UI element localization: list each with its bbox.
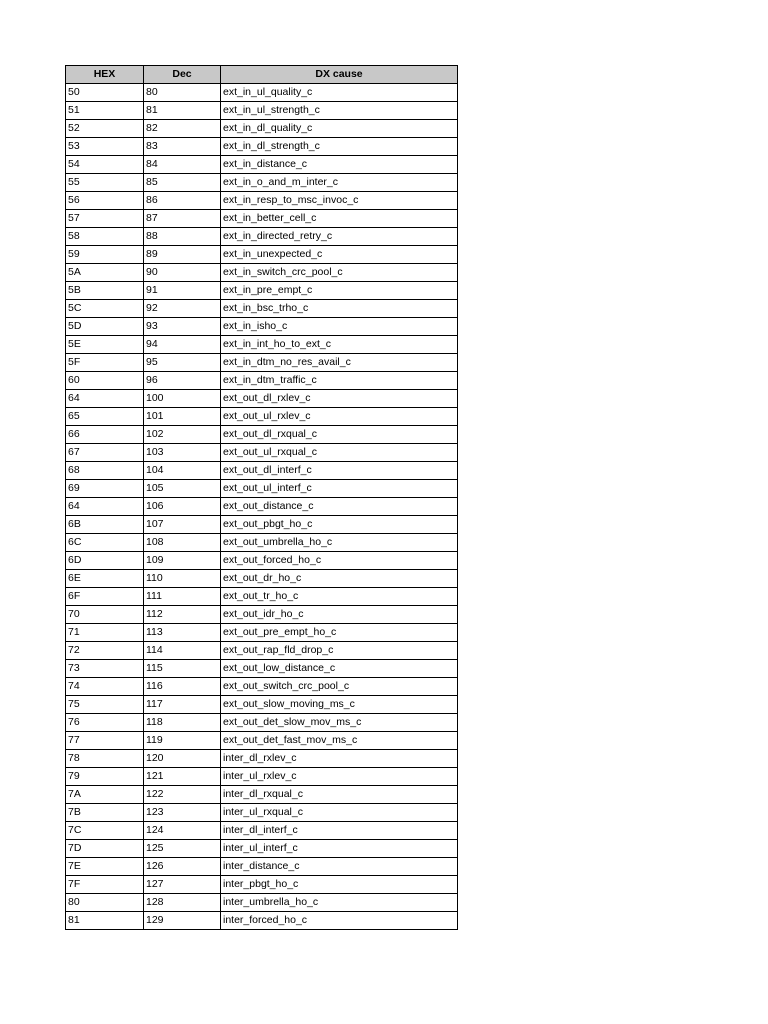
dx-cause-cell: ext_out_idr_ho_c [221, 606, 458, 624]
hex-cell: 70 [66, 606, 144, 624]
table-row [66, 174, 458, 192]
hex-cell: 76 [66, 714, 144, 732]
dx-cause-cell: ext_in_better_cell_c [221, 210, 458, 228]
dec-cell: 123 [144, 804, 221, 822]
dec-cell: 104 [144, 462, 221, 480]
hex-cell: 67 [66, 444, 144, 462]
hex-cell: 64 [66, 390, 144, 408]
hex-cell: 5A [66, 264, 144, 282]
dx-cause-cell: ext_out_slow_moving_ms_c [221, 696, 458, 714]
dx-cause-cell: ext_out_ul_rxlev_c [221, 408, 458, 426]
dx-cause-cell: ext_out_distance_c [221, 498, 458, 516]
dec-cell: 113 [144, 624, 221, 642]
dx-cause-cell: ext_out_forced_ho_c [221, 552, 458, 570]
hex-cell: 5B [66, 282, 144, 300]
table-row [66, 912, 458, 930]
dx-cause-cell: ext_in_ul_quality_c [221, 84, 458, 102]
dx-cause-cell: ext_out_tr_ho_c [221, 588, 458, 606]
hex-cell: 56 [66, 192, 144, 210]
hex-cell: 7F [66, 876, 144, 894]
dec-cell: 109 [144, 552, 221, 570]
dx-cause-cell: inter_dl_rxlev_c [221, 750, 458, 768]
dec-cell: 126 [144, 858, 221, 876]
dec-cell: 92 [144, 300, 221, 318]
table-row [66, 84, 458, 102]
hex-cell: 58 [66, 228, 144, 246]
table-row [66, 696, 458, 714]
table-row [66, 264, 458, 282]
dx-cause-cell: inter_forced_ho_c [221, 912, 458, 930]
dx-cause-cell: ext_in_isho_c [221, 318, 458, 336]
hex-cell: 71 [66, 624, 144, 642]
dec-cell: 129 [144, 912, 221, 930]
hex-cell: 77 [66, 732, 144, 750]
hex-cell: 81 [66, 912, 144, 930]
hex-cell: 78 [66, 750, 144, 768]
dx-cause-cell: ext_out_det_slow_mov_ms_c [221, 714, 458, 732]
dec-cell: 120 [144, 750, 221, 768]
dx-cause-cell: ext_in_dtm_traffic_c [221, 372, 458, 390]
dec-cell: 106 [144, 498, 221, 516]
table-row [66, 480, 458, 498]
hex-cell: 68 [66, 462, 144, 480]
table-row [66, 408, 458, 426]
table-row [66, 804, 458, 822]
dx-cause-cell: inter_ul_rxlev_c [221, 768, 458, 786]
table-row [66, 156, 458, 174]
hex-cell: 53 [66, 138, 144, 156]
hex-cell: 6C [66, 534, 144, 552]
table-body [66, 84, 458, 930]
table-row [66, 642, 458, 660]
dec-cell: 127 [144, 876, 221, 894]
hex-cell: 69 [66, 480, 144, 498]
table-row [66, 192, 458, 210]
dec-cell: 96 [144, 372, 221, 390]
table-row [66, 660, 458, 678]
table-row [66, 876, 458, 894]
hex-cell: 7A [66, 786, 144, 804]
dec-cell: 112 [144, 606, 221, 624]
dec-cell: 86 [144, 192, 221, 210]
dec-cell: 89 [144, 246, 221, 264]
table-row [66, 858, 458, 876]
dx-cause-cell: ext_in_dtm_no_res_avail_c [221, 354, 458, 372]
dx-cause-cell: ext_out_dl_interf_c [221, 462, 458, 480]
dx-cause-cell: ext_in_switch_crc_pool_c [221, 264, 458, 282]
dx-cause-cell: ext_out_rap_fld_drop_c [221, 642, 458, 660]
dx-cause-cell: ext_in_int_ho_to_ext_c [221, 336, 458, 354]
hex-cell: 59 [66, 246, 144, 264]
hex-cell: 73 [66, 660, 144, 678]
hex-cell: 5D [66, 318, 144, 336]
dec-cell: 118 [144, 714, 221, 732]
dec-cell: 88 [144, 228, 221, 246]
table-row [66, 588, 458, 606]
table-row [66, 606, 458, 624]
dec-cell: 124 [144, 822, 221, 840]
header-dx-cause: DX cause [221, 66, 458, 84]
dx-cause-cell: inter_dl_interf_c [221, 822, 458, 840]
table-row [66, 822, 458, 840]
table-row [66, 516, 458, 534]
dx-cause-cell: ext_out_low_distance_c [221, 660, 458, 678]
dx-cause-cell: ext_in_dl_strength_c [221, 138, 458, 156]
table-row [66, 282, 458, 300]
dec-cell: 119 [144, 732, 221, 750]
dx-cause-cell: ext_out_ul_rxqual_c [221, 444, 458, 462]
dx-cause-cell: inter_umbrella_ho_c [221, 894, 458, 912]
table-row [66, 678, 458, 696]
table-row [66, 354, 458, 372]
hex-cell: 6D [66, 552, 144, 570]
dec-cell: 91 [144, 282, 221, 300]
hex-cell: 64 [66, 498, 144, 516]
dec-cell: 87 [144, 210, 221, 228]
dec-cell: 111 [144, 588, 221, 606]
table-row [66, 444, 458, 462]
dx-cause-cell: ext_in_pre_empt_c [221, 282, 458, 300]
header-row [66, 66, 458, 84]
hex-cell: 5C [66, 300, 144, 318]
table-row [66, 732, 458, 750]
dx-cause-cell: ext_in_dl_quality_c [221, 120, 458, 138]
dx-cause-cell: ext_out_switch_crc_pool_c [221, 678, 458, 696]
header-hex: HEX [66, 66, 144, 84]
hex-cell: 55 [66, 174, 144, 192]
hex-cell: 57 [66, 210, 144, 228]
table-row [66, 534, 458, 552]
table-row [66, 714, 458, 732]
table-row [66, 570, 458, 588]
table-row [66, 120, 458, 138]
table-row [66, 894, 458, 912]
dx-cause-cell: ext_in_ul_strength_c [221, 102, 458, 120]
hex-cell: 6E [66, 570, 144, 588]
dec-cell: 103 [144, 444, 221, 462]
table-row [66, 552, 458, 570]
dx-cause-cell: inter_dl_rxqual_c [221, 786, 458, 804]
table-row [66, 768, 458, 786]
dec-cell: 107 [144, 516, 221, 534]
table-row [66, 624, 458, 642]
dx-cause-cell: ext_out_pbgt_ho_c [221, 516, 458, 534]
dx-cause-cell: ext_out_umbrella_ho_c [221, 534, 458, 552]
hex-cell: 74 [66, 678, 144, 696]
dec-cell: 102 [144, 426, 221, 444]
table-row [66, 462, 458, 480]
hex-cell: 6F [66, 588, 144, 606]
dx-cause-cell: ext_out_pre_empt_ho_c [221, 624, 458, 642]
dec-cell: 81 [144, 102, 221, 120]
dec-cell: 100 [144, 390, 221, 408]
dx-cause-cell: ext_out_dl_rxlev_c [221, 390, 458, 408]
table-row [66, 390, 458, 408]
dec-cell: 122 [144, 786, 221, 804]
dec-cell: 93 [144, 318, 221, 336]
dx-cause-cell: ext_in_bsc_trho_c [221, 300, 458, 318]
dx-cause-cell: ext_in_directed_retry_c [221, 228, 458, 246]
table-row [66, 750, 458, 768]
dx-cause-cell: ext_in_distance_c [221, 156, 458, 174]
dx-cause-cell: ext_in_o_and_m_inter_c [221, 174, 458, 192]
dx-cause-cell: inter_pbgt_ho_c [221, 876, 458, 894]
table-header [66, 66, 458, 84]
table-row [66, 210, 458, 228]
table-row [66, 318, 458, 336]
dec-cell: 117 [144, 696, 221, 714]
table-row [66, 498, 458, 516]
hex-cell: 65 [66, 408, 144, 426]
hex-cell: 52 [66, 120, 144, 138]
dx-cause-cell: ext_out_dl_rxqual_c [221, 426, 458, 444]
table-row [66, 228, 458, 246]
dx-cause-cell: ext_out_ul_interf_c [221, 480, 458, 498]
dec-cell: 83 [144, 138, 221, 156]
table-row [66, 246, 458, 264]
dec-cell: 116 [144, 678, 221, 696]
table-row [66, 372, 458, 390]
hex-cell: 5E [66, 336, 144, 354]
hex-cell: 80 [66, 894, 144, 912]
table-row [66, 786, 458, 804]
dx-cause-cell: ext_in_unexpected_c [221, 246, 458, 264]
hex-cell: 7B [66, 804, 144, 822]
dx-cause-cell: inter_distance_c [221, 858, 458, 876]
dec-cell: 105 [144, 480, 221, 498]
dx-cause-cell: ext_out_det_fast_mov_ms_c [221, 732, 458, 750]
dec-cell: 125 [144, 840, 221, 858]
dx-cause-cell: ext_in_resp_to_msc_invoc_c [221, 192, 458, 210]
dec-cell: 115 [144, 660, 221, 678]
dec-cell: 128 [144, 894, 221, 912]
dec-cell: 82 [144, 120, 221, 138]
dec-cell: 80 [144, 84, 221, 102]
hex-cell: 54 [66, 156, 144, 174]
table-row [66, 102, 458, 120]
hex-cell: 50 [66, 84, 144, 102]
dec-cell: 110 [144, 570, 221, 588]
hex-cell: 72 [66, 642, 144, 660]
hex-cell: 6B [66, 516, 144, 534]
table-row [66, 840, 458, 858]
hex-cell: 66 [66, 426, 144, 444]
dec-cell: 114 [144, 642, 221, 660]
dec-cell: 108 [144, 534, 221, 552]
dx-cause-cell: inter_ul_rxqual_c [221, 804, 458, 822]
table-row [66, 336, 458, 354]
dec-cell: 94 [144, 336, 221, 354]
dec-cell: 85 [144, 174, 221, 192]
hex-cell: 5F [66, 354, 144, 372]
dec-cell: 95 [144, 354, 221, 372]
dec-cell: 101 [144, 408, 221, 426]
hex-cell: 7C [66, 822, 144, 840]
hex-cell: 79 [66, 768, 144, 786]
header-dec: Dec [144, 66, 221, 84]
dx-cause-cell: inter_ul_interf_c [221, 840, 458, 858]
dec-cell: 121 [144, 768, 221, 786]
table-row [66, 300, 458, 318]
hex-cell: 60 [66, 372, 144, 390]
dx-cause-table [65, 65, 458, 930]
hex-cell: 7D [66, 840, 144, 858]
dec-cell: 84 [144, 156, 221, 174]
table-row [66, 138, 458, 156]
dx-cause-cell: ext_out_dr_ho_c [221, 570, 458, 588]
table-row [66, 426, 458, 444]
hex-cell: 75 [66, 696, 144, 714]
hex-cell: 7E [66, 858, 144, 876]
dec-cell: 90 [144, 264, 221, 282]
hex-cell: 51 [66, 102, 144, 120]
